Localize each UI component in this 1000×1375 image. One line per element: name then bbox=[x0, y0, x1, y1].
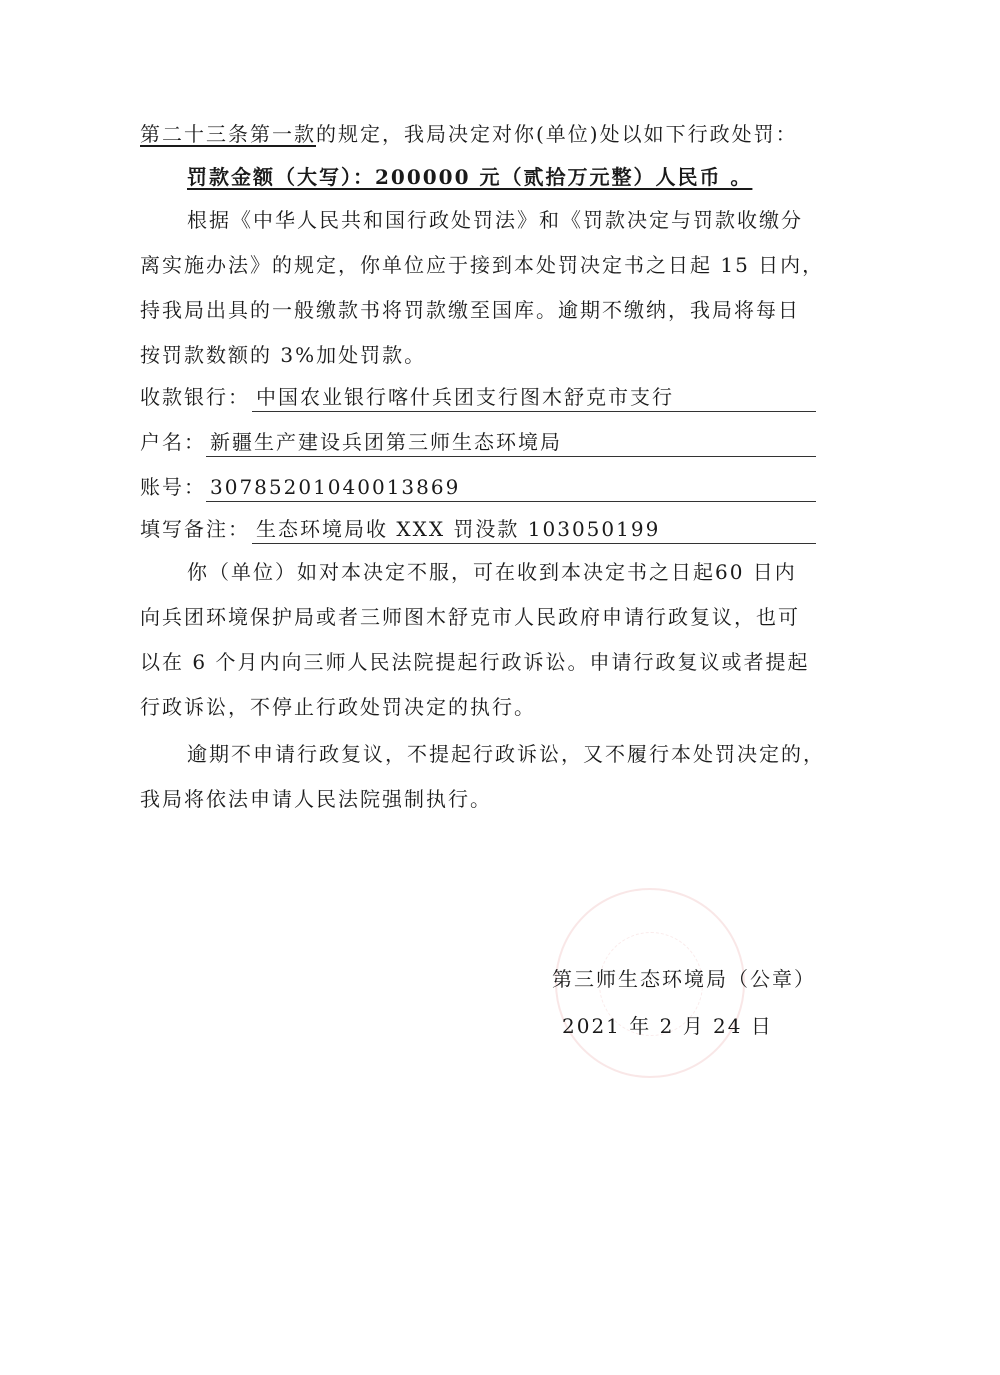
para3-line4: 行政诉讼，不停止行政处罚决定的执行。 bbox=[140, 695, 536, 719]
para3-line1: 你（单位）如对本决定不服，可在收到本决定书之日起60 日内 bbox=[187, 560, 797, 584]
article-reference-line bbox=[140, 120, 820, 148]
remark-label: 填写备注： bbox=[140, 517, 250, 541]
issuer-signature: 第三师生态环境局（公章） bbox=[552, 967, 816, 991]
bank-field bbox=[140, 383, 816, 413]
remark-value: 生态环境局收 XXX 罚没款 103050199 bbox=[252, 515, 816, 544]
para4-line1: 逾期不申请行政复议，不提起行政诉讼，又不履行本处罚决定的， bbox=[187, 742, 825, 766]
article-reference-rest: 的规定，我局决定对你(单位)处以如下行政处罚： bbox=[316, 122, 798, 146]
para3-line3: 以在 6 个月内向三师人民法院提起行政诉讼。申请行政复议或者提起 bbox=[140, 650, 810, 674]
para4-line2: 我局将依法申请人民法院强制执行。 bbox=[140, 787, 492, 811]
para2-line4: 按罚款数额的 3%加处罚款。 bbox=[140, 343, 427, 367]
account-number-value: 30785201040013869 bbox=[206, 473, 816, 502]
remark-field bbox=[140, 515, 816, 545]
account-number-label: 账号： bbox=[140, 475, 206, 499]
para2-line1: 根据《中华人民共和国行政处罚法》和《罚款决定与罚款收缴分 bbox=[187, 208, 803, 232]
para2-line3: 持我局出具的一般缴款书将罚款缴至国库。逾期不缴纳，我局将每日 bbox=[140, 298, 800, 322]
article-reference: 第二十三条第一款 bbox=[140, 122, 316, 146]
bank-label: 收款银行： bbox=[140, 385, 250, 409]
para3-line2: 向兵团环境保护局或者三师图木舒克市人民政府申请行政复议，也可 bbox=[140, 605, 800, 629]
account-name-value: 新疆生产建设兵团第三师生态环境局 bbox=[206, 428, 816, 457]
account-name-label: 户名： bbox=[140, 430, 206, 454]
para2-line2: 离实施办法》的规定，你单位应于接到本处罚决定书之日起 15 日内， bbox=[140, 253, 825, 277]
issue-date: 2021 年 2 月 24 日 bbox=[562, 1014, 773, 1038]
bank-value: 中国农业银行喀什兵团支行图木舒克市支行 bbox=[252, 383, 816, 412]
account-name-field bbox=[140, 428, 816, 458]
account-number-field bbox=[140, 473, 816, 503]
fine-amount: 罚款金额（大写）：200000 元（贰拾万元整）人民币 。 bbox=[187, 165, 753, 189]
